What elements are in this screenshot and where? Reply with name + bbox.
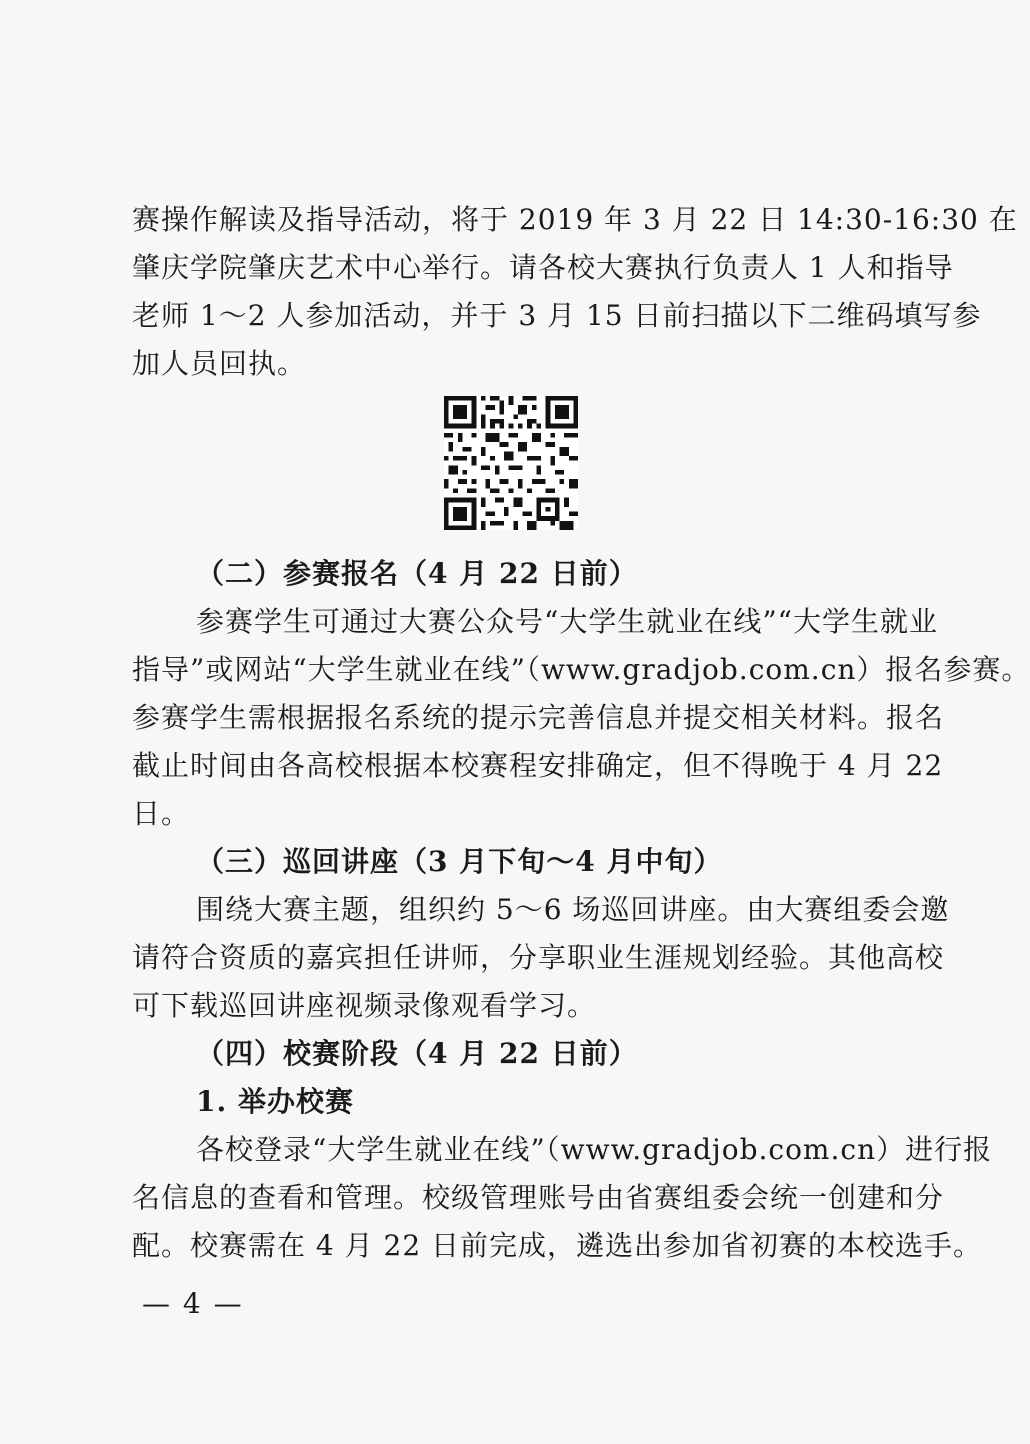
intro-line-2: 肇庆学院肇庆艺术中心举行。请各校大赛执行负责人 1 人和指导: [132, 251, 954, 284]
section-3-line-1: 围绕大赛主题，组织约 5～6 场巡回讲座。由大赛组委会邀: [196, 893, 950, 926]
section-2-heading: （二）参赛报名（4 月 22 日前）: [196, 557, 638, 590]
section-2-line-1: 参赛学生可通过大赛公众号“大学生就业在线”“大学生就业: [196, 605, 938, 638]
section-2-line-3: 参赛学生需根据报名系统的提示完善信息并提交相关材料。报名: [132, 701, 945, 734]
intro-line-3: 老师 1～2 人参加活动，并于 3 月 15 日前扫描以下二维码填写参: [132, 299, 982, 332]
intro-line-1: 赛操作解读及指导活动，将于 2019 年 3 月 22 日 14:30-16:30 在: [132, 203, 1018, 236]
section-3-line-3: 可下载巡回讲座视频录像观看学习。: [132, 989, 597, 1022]
section-4-subheading: 1. 举办校赛: [196, 1085, 354, 1118]
section-3-line-2: 请符合资质的嘉宾担任讲师，分享职业生涯规划经验。其他高校: [132, 941, 945, 974]
qr-code: [444, 396, 578, 530]
section-2-line-4: 截止时间由各高校根据本校赛程安排确定，但不得晚于 4 月 22: [132, 749, 944, 782]
page-number: — 4 —: [142, 1287, 244, 1320]
section-2-line-5: 日。: [132, 797, 191, 830]
section-4-line-3: 配。校赛需在 4 月 22 日前完成，遴选出参加省初赛的本校选手。: [132, 1229, 983, 1262]
section-2-line-2: 指导”或网站“大学生就业在线”（www.gradjob.com.cn）报名参赛。: [132, 653, 1030, 686]
section-4-line-2: 名信息的查看和管理。校级管理账号由省赛组委会统一创建和分: [132, 1181, 945, 1214]
section-3-heading: （三）巡回讲座（3 月下旬～4 月中旬）: [196, 845, 723, 878]
intro-line-4: 加人员回执。: [132, 347, 307, 380]
section-4-heading: （四）校赛阶段（4 月 22 日前）: [196, 1037, 638, 1070]
section-4-line-1: 各校登录“大学生就业在线”（www.gradjob.com.cn）进行报: [196, 1133, 993, 1166]
